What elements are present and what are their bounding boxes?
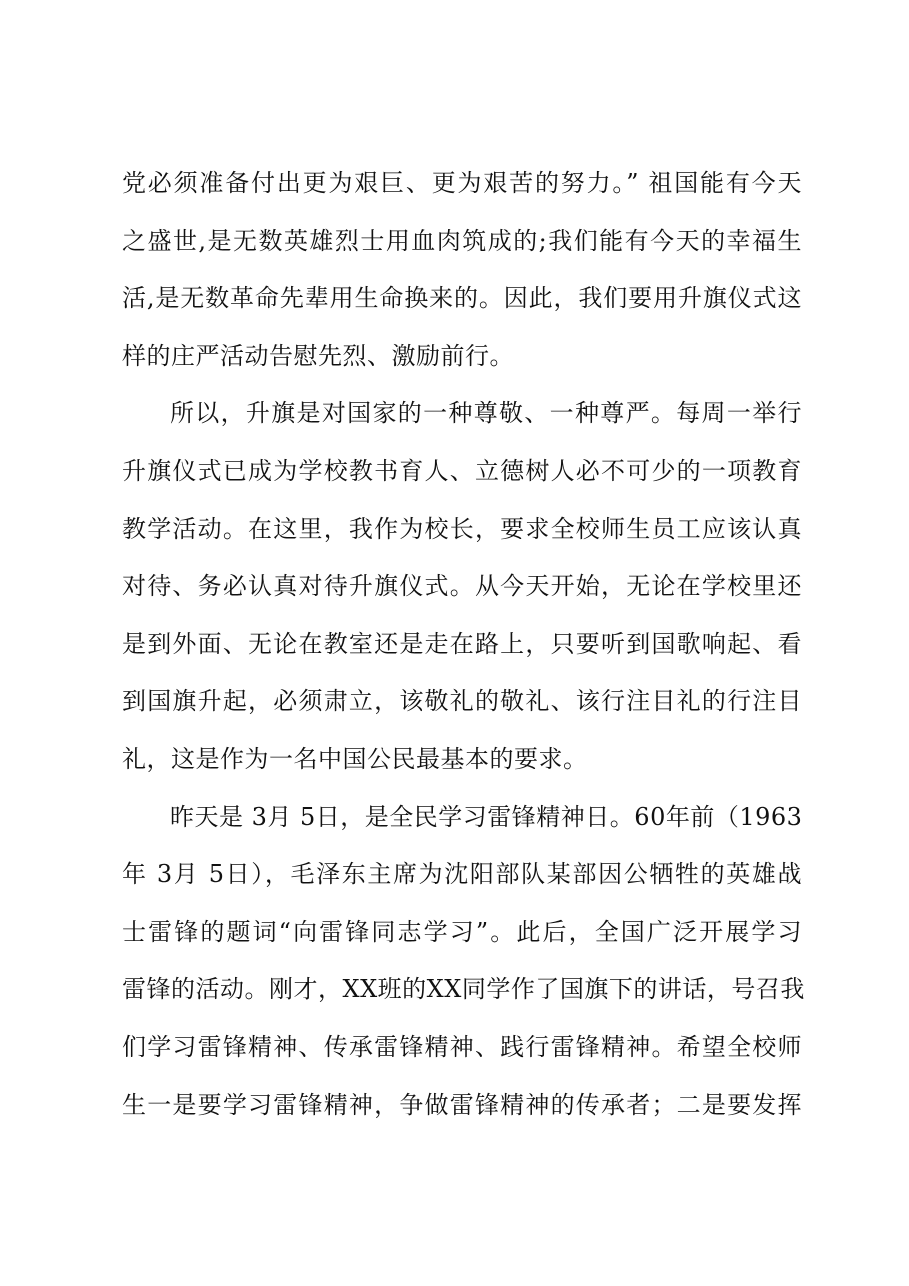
text-line: 升旗仪式已成为学校教书育人、立德树人必不可少的一项教育 [122, 456, 802, 485]
text-line: 年 3月 5日），毛泽东主席为沈阳部队某部因公牺牲的英雄战 [122, 860, 802, 889]
paragraph-1 [122, 155, 802, 385]
text-line: 党必须准备付出更为艰巨、更为艰苦的努力。” 祖国能有今天 [122, 169, 802, 197]
text-line: 样的庄严活动告慰先烈、激励前行。 [122, 341, 514, 370]
text-line: 昨天是 3月 5日，是全民学习雷锋精神日。60年前（1963 [170, 802, 803, 831]
text-line: 是到外面、无论在教室还是走在路上，只要听到国歌响起、看 [122, 629, 802, 658]
text-line: 礼，这是作为一名中国公民最基本的要求。 [122, 744, 588, 773]
text-line: 雷锋的活动。刚才，XX班的XX同学作了国旗下的讲话，号召我 [122, 975, 805, 1004]
text-line: 到国旗升起，必须肃立，该敬礼的敬礼、该行注目礼的行注目 [122, 687, 802, 716]
document-body [122, 155, 805, 1134]
text-line: 活,是无数革命先辈用生命换来的。因此，我们要用升旗仪式这 [122, 284, 802, 313]
text-line: 所以，升旗是对国家的一种尊敬、一种尊严。每周一举行 [170, 399, 802, 428]
text-line: 之盛世,是无数英雄烈士用血肉筑成的;我们能有今天的幸福生 [122, 226, 802, 255]
paragraph-3 [122, 789, 805, 1135]
text-line: 对待、务必认真对待升旗仪式。从今天开始，无论在学校里还 [122, 572, 802, 601]
paragraph-2 [122, 385, 802, 788]
text-line: 教学活动。在这里，我作为校长，要求全校师生员工应该认真 [122, 514, 802, 543]
text-line: 生一是要学习雷锋精神，争做雷锋精神的传承者；二是要发挥 [122, 1090, 802, 1119]
text-line: 们学习雷锋精神、传承雷锋精神、践行雷锋精神。希望全校师 [122, 1032, 802, 1061]
text-line: 士雷锋的题词“向雷锋同志学习”。此后，全国广泛开展学习 [122, 917, 802, 946]
